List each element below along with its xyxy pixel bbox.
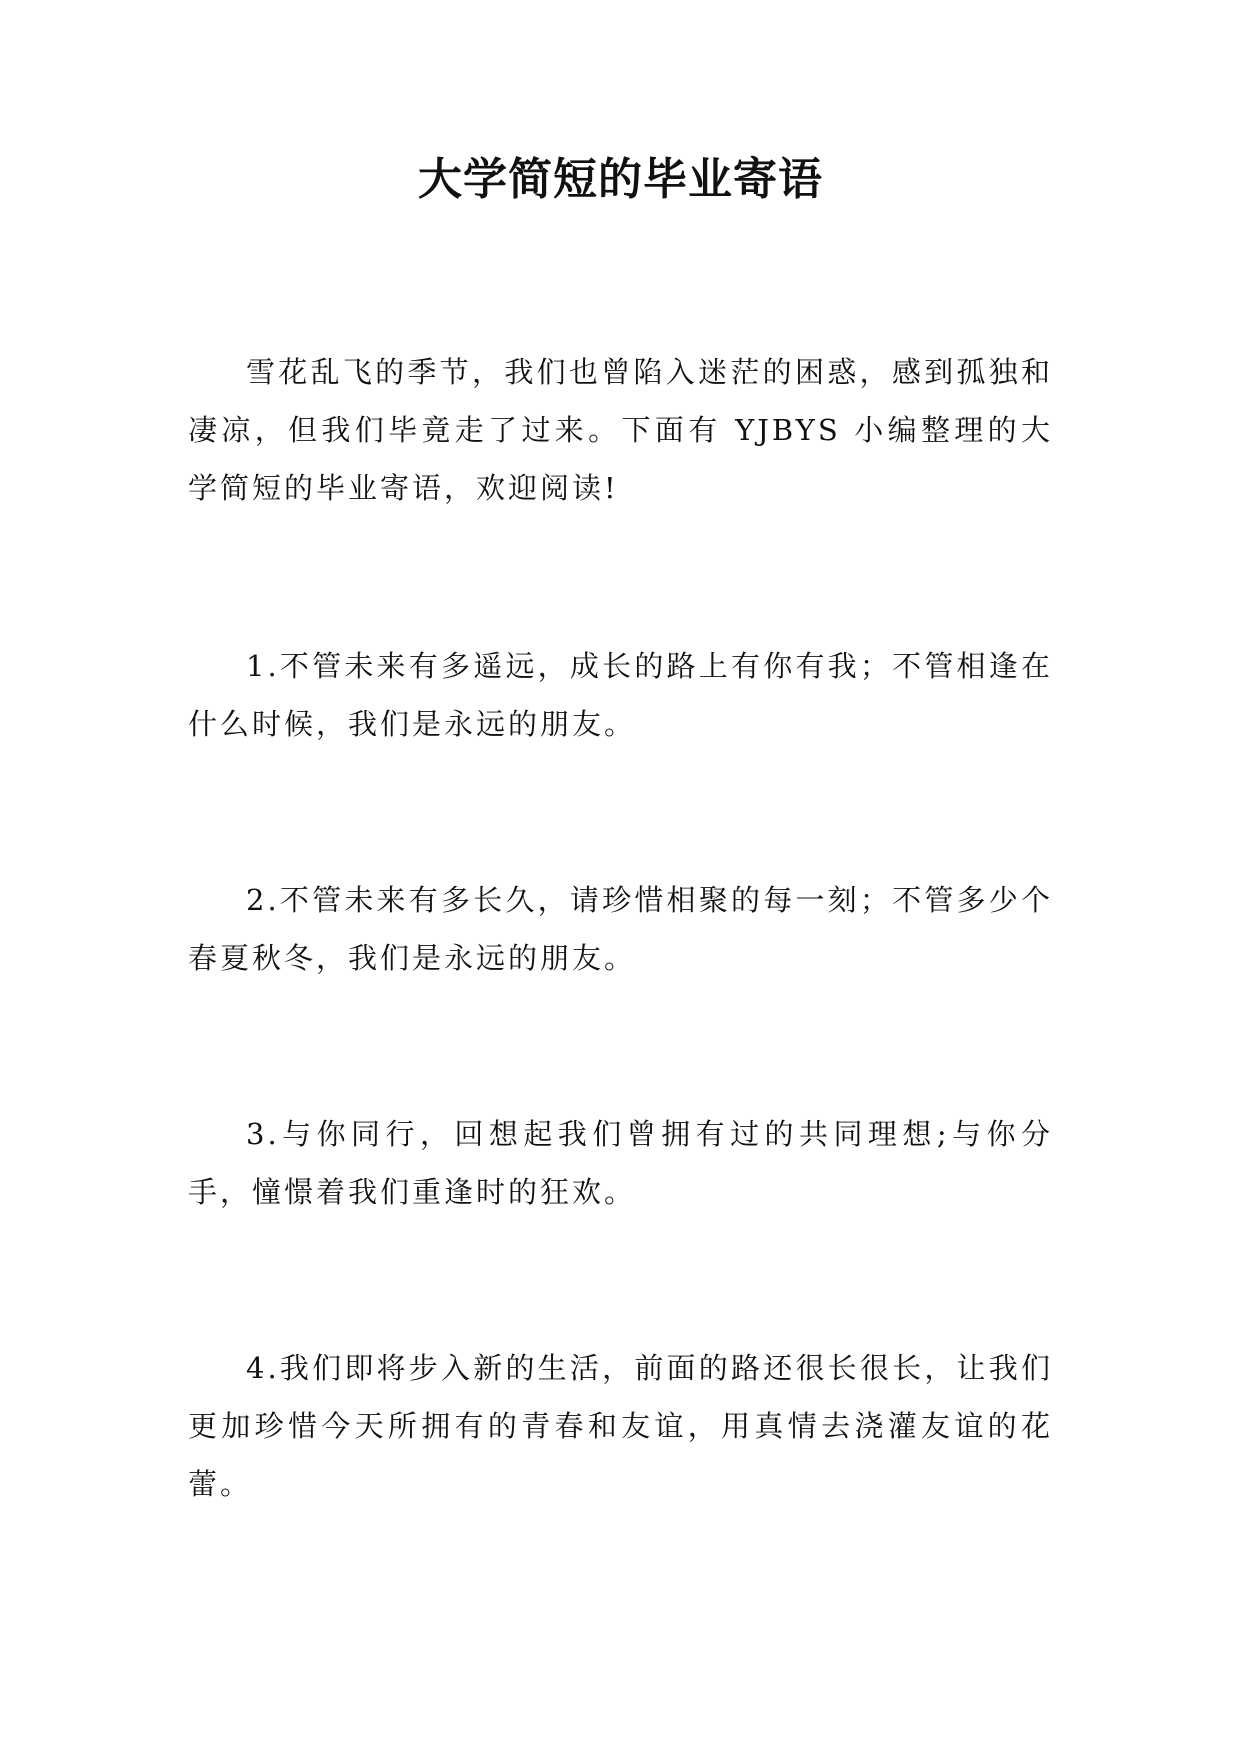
document-title: 大学简短的毕业寄语 [418,154,823,205]
message-item-4: 4.我们即将步入新的生活，前面的路还很长很长，让我们更加珍惜今天所拥有的青春和友谊，用真情去浇灌友谊的花蕾。 [188,1351,1053,1501]
message-item-2: 2.不管未来有多长久，请珍惜相聚的每一刻；不管多少个春夏秋冬，我们是永远的朋友。 [188,883,1053,975]
message-item-1: 1.不管未来有多遥远，成长的路上有你有我；不管相逢在什么时候，我们是永远的朋友。 [188,649,1053,741]
intro-paragraph: 雪花乱飞的季节，我们也曾陷入迷茫的困惑，感到孤独和凄凉，但我们毕竟走了过来。下面有 YJBYS 小编整理的大学简短的毕业寄语，欢迎阅读! [188,355,1053,505]
message-item-3: 3.与你同行，回想起我们曾拥有过的共同理想;与你分手，憧憬着我们重逢时的狂欢。 [188,1117,1053,1209]
